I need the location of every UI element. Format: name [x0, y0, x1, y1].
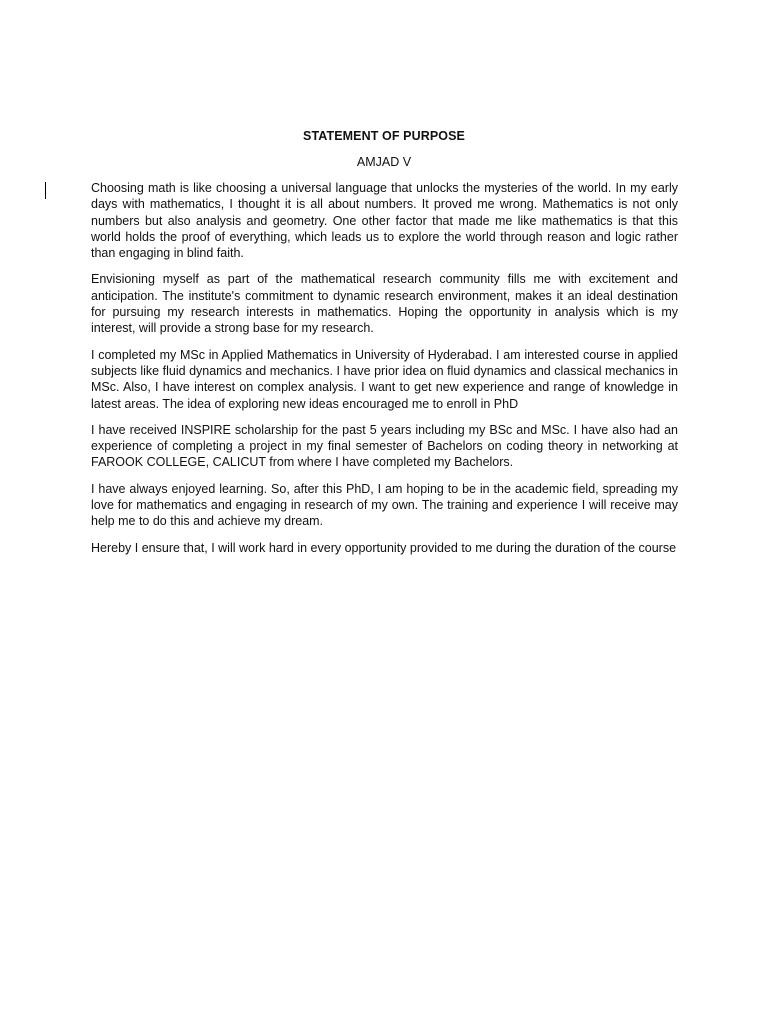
text-cursor [45, 182, 46, 199]
paragraph-3: I completed my MSc in Applied Mathematics in University of Hyderabad. I am interested course in applied subjects like fluid dynamics and mechanics. I have prior idea on fluid dynamics and classical mechanics in MSc. Also, I have interest on complex analysis. I want to get new experience and range of knowledge in latest areas. The idea of exploring new ideas encouraged me to enroll in PhD [91, 347, 678, 411]
paragraph-5: I have always enjoyed learning. So, after this PhD, I am hoping to be in the academic field, spreading my love for mathematics and engaging in research of my own. The training and experience I will receive may help me to do this and achieve my dream. [91, 481, 678, 529]
document-title: STATEMENT OF PURPOSE [303, 129, 465, 143]
paragraph-4: I have received INSPIRE scholarship for the past 5 years including my BSc and MSc. I have also had an experience of completing a project in my final semester of Bachelors on coding theory in networking at FAROOK COLLEGE, CALICUT from where I have completed my Bachelors. [91, 422, 678, 470]
paragraph-1: Choosing math is like choosing a universal language that unlocks the mysteries of the world. In my early days with mathematics, I thought it is all about numbers. It proved me wrong. Mathematics is not only numbers but also analysis and geometry. One other factor that made me like mathematics is that this world holds the proof of everything, which leads us to explore the world through reason and logic rather than engaging in blind faith. [91, 181, 678, 261]
paragraph-2: Envisioning myself as part of the mathematical research community fills me with excitement and anticipation. The institute's commitment to dynamic research environment, makes it an ideal destination for pursuing my research interests in mathematics. Hoping the opportunity in analysis which is my interest, will provide a strong base for my research. [91, 272, 678, 336]
document-body[interactable] [91, 180, 678, 566]
paragraph-6: Hereby I ensure that, I will work hard in every opportunity provided to me during the duration of the course [91, 540, 677, 555]
author-name: AMJAD V [356, 155, 412, 169]
